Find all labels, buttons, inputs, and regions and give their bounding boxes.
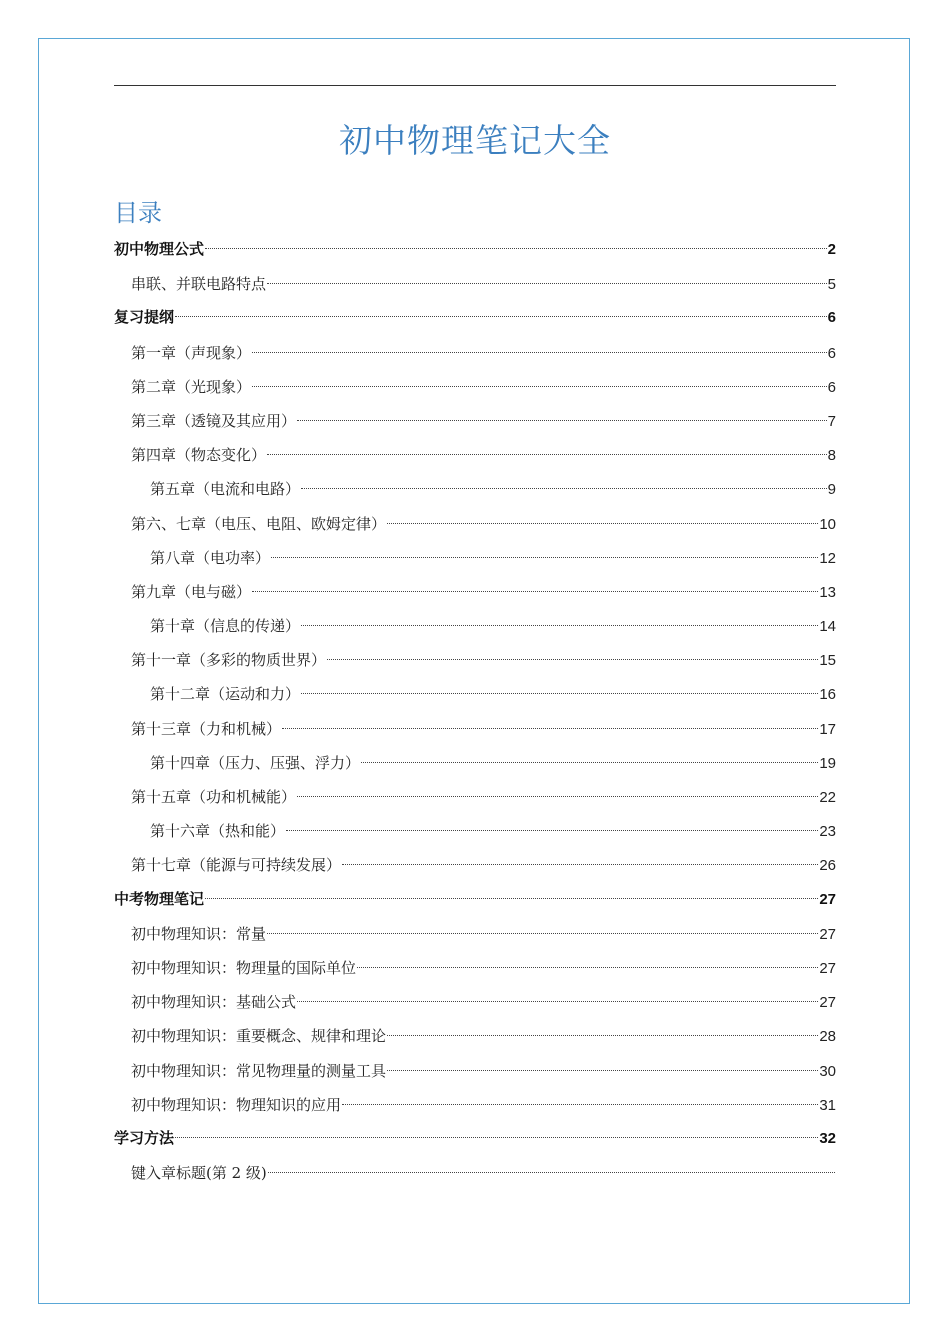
toc-entry-label: 第三章（透镜及其应用） xyxy=(131,411,297,430)
toc-entry-page-number: 10 xyxy=(819,515,836,533)
toc-entry-label: 键入章标题(第 2 级) xyxy=(131,1164,267,1183)
toc-entry-label: 第五章（电流和电路） xyxy=(150,480,301,499)
toc-entry-page-number: 2 xyxy=(827,241,836,258)
toc-entry-label: 第十七章（能源与可持续发展） xyxy=(131,856,342,875)
toc-dot-leader xyxy=(301,693,818,694)
toc-dot-leader xyxy=(357,967,818,968)
toc-entry-page-number: 22 xyxy=(819,789,836,806)
toc-entry-page-number: 27 xyxy=(819,890,836,908)
toc-entry-page-number: 8 xyxy=(827,447,836,465)
toc-dot-leader xyxy=(205,248,827,249)
toc-entry-label: 第四章（物态变化） xyxy=(131,446,267,465)
toc-entry-label: 第八章（电功率） xyxy=(150,548,271,567)
toc-entry[interactable] xyxy=(114,609,836,643)
toc-dot-leader xyxy=(286,830,818,831)
toc-entry[interactable] xyxy=(114,438,836,472)
toc-entry-page-number: 19 xyxy=(819,754,836,772)
toc-entry[interactable] xyxy=(114,1088,836,1122)
toc-entry-page-number: 17 xyxy=(819,720,836,738)
toc-entry-page-number: 9 xyxy=(827,481,836,499)
toc-entry[interactable] xyxy=(114,1122,836,1156)
toc-dot-leader xyxy=(301,625,818,626)
toc-entry[interactable] xyxy=(114,917,836,951)
toc-dot-leader xyxy=(387,523,818,524)
toc-entry[interactable] xyxy=(114,1054,836,1088)
document-title: 初中物理笔记大全 xyxy=(339,121,611,160)
toc-dot-leader xyxy=(271,557,818,558)
toc-entry[interactable] xyxy=(114,814,836,848)
toc-dot-leader xyxy=(342,864,818,865)
toc-dot-leader xyxy=(267,933,818,934)
toc-entry-page-number: 12 xyxy=(819,549,836,567)
toc-entry[interactable] xyxy=(114,301,836,335)
toc-entry-page-number: 7 xyxy=(827,412,836,430)
toc-entry-page-number: 27 xyxy=(819,994,836,1012)
toc-entry-label: 学习方法 xyxy=(114,1129,175,1147)
toc-dot-leader xyxy=(252,352,827,353)
toc-entry[interactable] xyxy=(114,267,836,301)
toc-entry-page-number: 5 xyxy=(827,276,836,294)
toc-entry-label: 第十一章（多彩的物质世界） xyxy=(131,651,327,670)
toc-entry-page-number: 6 xyxy=(827,378,836,396)
toc-entry[interactable] xyxy=(114,712,836,746)
toc-entry-label: 第十六章（热和能） xyxy=(150,822,286,841)
toc-entry[interactable] xyxy=(114,336,836,370)
toc-entry-page-number: 30 xyxy=(819,1062,836,1080)
toc-entry-page-number: 27 xyxy=(819,925,836,943)
toc-entry[interactable] xyxy=(114,951,836,985)
toc-entry[interactable] xyxy=(114,677,836,711)
toc-entry-label: 第十三章（力和机械） xyxy=(131,719,282,738)
toc-entry[interactable] xyxy=(114,472,836,506)
toc-entry-page-number: 31 xyxy=(819,1096,836,1114)
toc-entry-page-number: 6 xyxy=(827,309,836,327)
header-rule xyxy=(114,85,836,86)
toc-entry-label: 初中物理知识：基础公式 xyxy=(131,993,297,1012)
toc-entry-label: 复习提纲 xyxy=(114,309,175,327)
toc-entry-page-number: 13 xyxy=(819,583,836,601)
toc-dot-leader xyxy=(175,316,827,317)
toc-entry-label: 第十二章（运动和力） xyxy=(150,685,301,704)
toc-entry-label: 第九章（电与磁） xyxy=(131,582,252,601)
toc-entry[interactable] xyxy=(114,404,836,438)
toc-entry-page-number: 26 xyxy=(819,857,836,875)
toc-dot-leader xyxy=(387,1070,818,1071)
toc-entry-page-number: 15 xyxy=(819,652,836,670)
toc-entry[interactable] xyxy=(114,1156,836,1190)
toc-dot-leader xyxy=(297,1001,818,1002)
table-of-contents xyxy=(114,233,836,1190)
toc-dot-leader xyxy=(205,898,818,899)
toc-entry-label: 第六、七章（电压、电阻、欧姆定律） xyxy=(131,514,387,533)
toc-entry-label: 第十五章（功和机械能） xyxy=(131,788,297,806)
toc-entry-label: 初中物理知识：常见物理量的测量工具 xyxy=(131,1061,387,1080)
toc-heading: 目录 xyxy=(114,199,162,227)
toc-dot-leader xyxy=(267,454,827,455)
toc-entry[interactable] xyxy=(114,848,836,882)
toc-entry-page-number: 6 xyxy=(827,344,836,362)
toc-entry[interactable] xyxy=(114,746,836,780)
toc-entry-label: 初中物理知识：物理量的国际单位 xyxy=(131,958,357,977)
toc-entry[interactable] xyxy=(114,370,836,404)
toc-dot-leader xyxy=(327,659,818,660)
toc-entry[interactable] xyxy=(114,507,836,541)
toc-entry[interactable] xyxy=(114,780,836,814)
toc-dot-leader xyxy=(387,1035,818,1036)
toc-dot-leader xyxy=(361,762,818,763)
toc-entry-label: 初中物理知识：物理知识的应用 xyxy=(131,1095,342,1114)
toc-entry-page-number: 14 xyxy=(819,618,836,636)
toc-dot-leader xyxy=(252,591,818,592)
toc-entry-page-number: 27 xyxy=(819,959,836,977)
toc-entry-label: 第十章（信息的传递） xyxy=(150,617,301,636)
toc-entry[interactable] xyxy=(114,985,836,1019)
toc-entry[interactable] xyxy=(114,1019,836,1053)
toc-dot-leader xyxy=(297,420,827,421)
toc-dot-leader xyxy=(297,796,818,797)
toc-entry-page-number: 32 xyxy=(819,1129,836,1147)
toc-entry-label: 初中物理知识：常量 xyxy=(131,924,267,943)
toc-entry-page-number: 16 xyxy=(819,686,836,704)
toc-dot-leader xyxy=(252,386,827,387)
toc-entry-label: 串联、并联电路特点 xyxy=(131,275,267,294)
toc-dot-leader xyxy=(175,1137,818,1138)
toc-entry[interactable] xyxy=(114,883,836,917)
toc-entry-label: 初中物理公式 xyxy=(114,241,205,258)
toc-entry-label: 第十四章（压力、压强、浮力） xyxy=(150,753,361,772)
toc-dot-leader xyxy=(268,1172,835,1173)
toc-entry[interactable] xyxy=(114,575,836,609)
toc-dot-leader xyxy=(267,283,827,284)
toc-dot-leader xyxy=(301,488,827,489)
toc-entry-label: 初中物理知识：重要概念、规律和理论 xyxy=(131,1027,387,1046)
toc-entry-label: 中考物理笔记 xyxy=(114,890,205,908)
toc-entry-page-number: 28 xyxy=(819,1028,836,1046)
toc-dot-leader xyxy=(282,728,818,729)
toc-entry-label: 第一章（声现象） xyxy=(131,343,252,362)
toc-entry[interactable] xyxy=(114,541,836,575)
toc-entry[interactable] xyxy=(114,643,836,677)
toc-entry-label: 第二章（光现象） xyxy=(131,377,252,396)
toc-dot-leader xyxy=(342,1104,818,1105)
toc-entry[interactable] xyxy=(114,233,836,267)
toc-entry-page-number: 23 xyxy=(819,823,836,841)
